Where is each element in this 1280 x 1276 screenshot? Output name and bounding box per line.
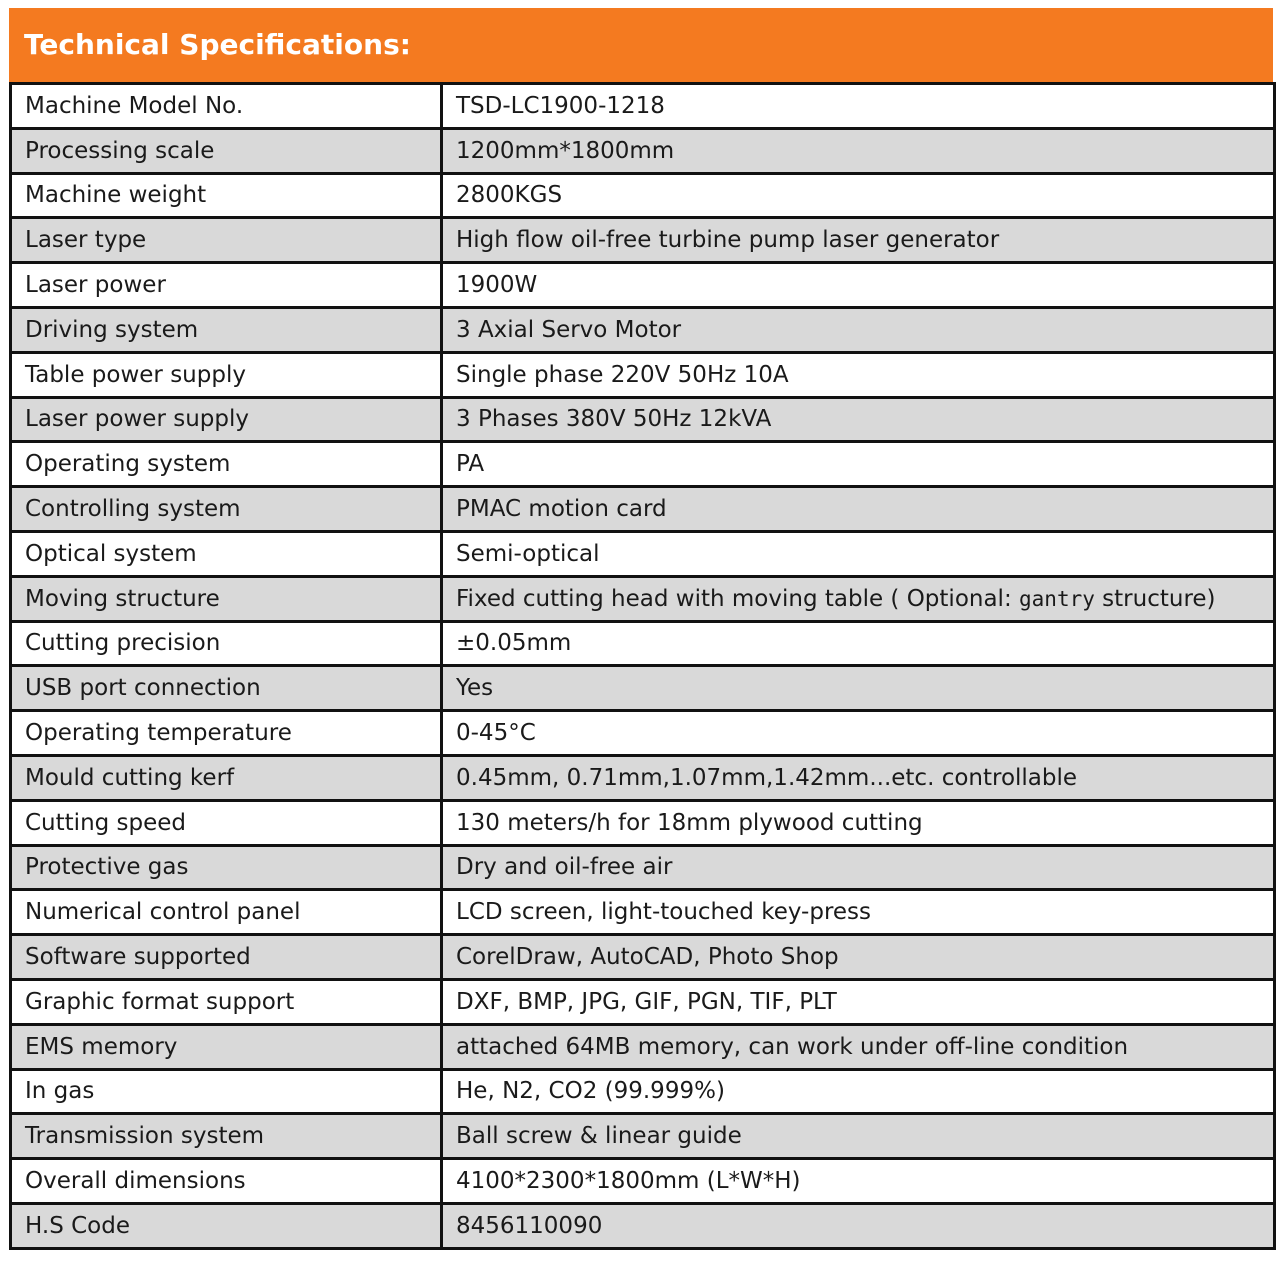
spec-label: Moving structure [11,576,442,621]
spec-value: Semi-optical [442,531,1275,576]
table-row [11,755,1275,800]
table-row [11,173,1275,218]
spec-label: Protective gas [11,845,442,890]
spec-label: Mould cutting kerf [11,755,442,800]
table-row [11,1159,1275,1204]
spec-value: attached 64MB memory, can work under off-line condition [442,1024,1275,1069]
table-row [11,890,1275,935]
spec-value: 1900W [442,263,1275,308]
spec-table [9,82,1276,1250]
table-row [11,935,1275,980]
spec-label: Optical system [11,531,442,576]
spec-value: PA [442,442,1275,487]
spec-label: Laser type [11,218,442,263]
spec-label: Machine Model No. [11,84,442,129]
spec-label: Overall dimensions [11,1159,442,1204]
spec-label: Machine weight [11,173,442,218]
spec-label: EMS memory [11,1024,442,1069]
table-row [11,800,1275,845]
spec-label: Controlling system [11,487,442,532]
table-row [11,487,1275,532]
table-row [11,666,1275,711]
spec-value: He, N2, CO2 (99.999%) [442,1069,1275,1114]
spec-value: 8456110090 [442,1203,1275,1248]
spec-value: TSD-LC1900-1218 [442,84,1275,129]
spec-label: Cutting speed [11,800,442,845]
spec-value: 0.45mm, 0.71mm,1.07mm,1.42mm...etc. controllable [442,755,1275,800]
spec-value: Dry and oil-free air [442,845,1275,890]
spec-value: 130 meters/h for 18mm plywood cutting [442,800,1275,845]
spec-label: Table power supply [11,352,442,397]
spec-label: Operating temperature [11,711,442,756]
table-row [11,621,1275,666]
table-row [11,307,1275,352]
spec-value-part: Fixed cutting head with moving table ( Optional: [456,585,1020,612]
spec-label: H.S Code [11,1203,442,1248]
spec-label: In gas [11,1069,442,1114]
spec-value [442,576,1275,621]
spec-value: Ball screw & linear guide [442,1114,1275,1159]
table-row [11,979,1275,1024]
spec-label: USB port connection [11,666,442,711]
table-row [11,1114,1275,1159]
spec-value: 4100*2300*1800mm (L*W*H) [442,1159,1275,1204]
table-row [11,84,1275,129]
table-row [11,442,1275,487]
table-row [11,1024,1275,1069]
table-row [11,1203,1275,1248]
table-row [11,531,1275,576]
spec-value: 1200mm*1800mm [442,128,1275,173]
table-row [11,1069,1275,1114]
spec-value: High flow oil-free turbine pump laser generator [442,218,1275,263]
page-title: Technical Specifications: [24,28,411,61]
spec-value: Yes [442,666,1275,711]
spec-value: CorelDraw, AutoCAD, Photo Shop [442,935,1275,980]
table-row [11,576,1275,621]
table-row [11,218,1275,263]
header-banner [9,8,1273,82]
table-row [11,352,1275,397]
table-row [11,128,1275,173]
spec-value: LCD screen, light-touched key-press [442,890,1275,935]
spec-label: Software supported [11,935,442,980]
table-row [11,845,1275,890]
spec-label: Laser power supply [11,397,442,442]
spec-value-part-mono: gantry [1019,586,1095,611]
spec-label: Cutting precision [11,621,442,666]
spec-label: Processing scale [11,128,442,173]
spec-value: 3 Phases 380V 50Hz 12kVA [442,397,1275,442]
spec-value: PMAC motion card [442,487,1275,532]
spec-value: 2800KGS [442,173,1275,218]
spec-value: ±0.05mm [442,621,1275,666]
table-row [11,263,1275,308]
spec-label: Driving system [11,307,442,352]
spec-label: Graphic format support [11,979,442,1024]
spec-label: Numerical control panel [11,890,442,935]
table-row [11,397,1275,442]
table-row [11,711,1275,756]
spec-label: Transmission system [11,1114,442,1159]
spec-label: Operating system [11,442,442,487]
spec-value-part: structure) [1094,585,1216,612]
spec-value: DXF, BMP, JPG, GIF, PGN, TIF, PLT [442,979,1275,1024]
spec-value: 0-45°C [442,711,1275,756]
spec-value: 3 Axial Servo Motor [442,307,1275,352]
spec-value: Single phase 220V 50Hz 10A [442,352,1275,397]
spec-label: Laser power [11,263,442,308]
